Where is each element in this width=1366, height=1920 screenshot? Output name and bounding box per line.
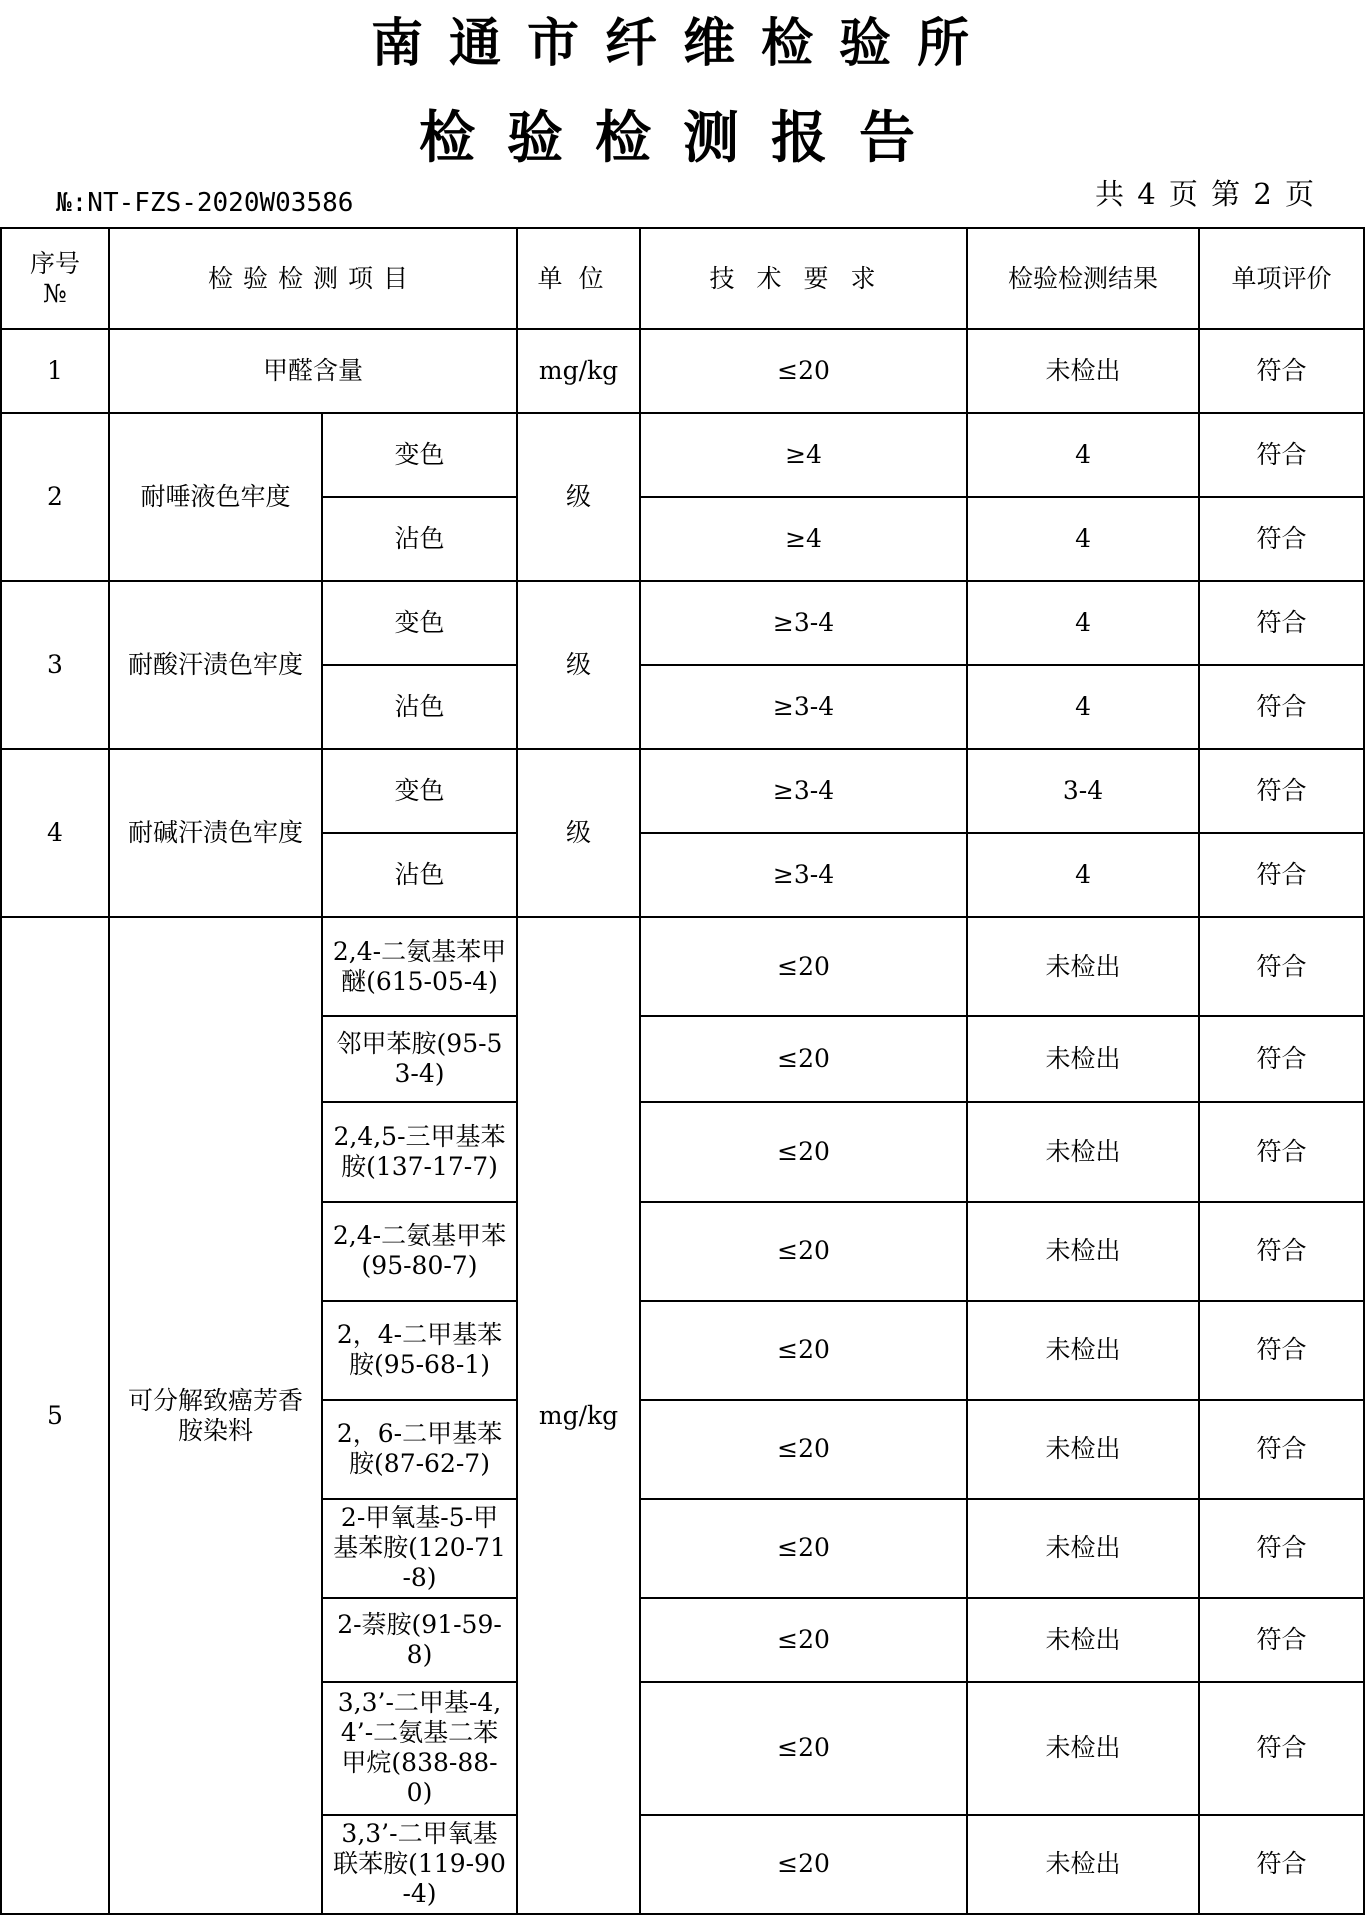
sub-evaluation: 符合 bbox=[1199, 1301, 1364, 1400]
sub-requirement: ≥3-4 bbox=[640, 833, 967, 917]
sub-requirement: ≤20 bbox=[640, 1400, 967, 1499]
sub-result: 未检出 bbox=[967, 1301, 1199, 1400]
row-unit: mg/kg bbox=[517, 329, 640, 413]
sub-evaluation: 符合 bbox=[1199, 917, 1364, 1016]
row-item: 耐酸汗渍色牢度 bbox=[109, 581, 322, 749]
sub-result: 未检出 bbox=[967, 917, 1199, 1016]
row-unit: 级 bbox=[517, 413, 640, 581]
sub-result: 未检出 bbox=[967, 1682, 1199, 1815]
sub-item-name: 2,4-二氨基甲苯(95-80-7) bbox=[322, 1202, 517, 1301]
table-row bbox=[1, 917, 1364, 1016]
sub-evaluation: 符合 bbox=[1199, 581, 1364, 665]
sub-requirement: ≤20 bbox=[640, 1499, 967, 1598]
row-result: 未检出 bbox=[967, 329, 1199, 413]
sub-requirement: ≤20 bbox=[640, 1682, 967, 1815]
sub-item-name: 2，4-二甲基苯胺(95-68-1) bbox=[322, 1301, 517, 1400]
report-title: 检验检测报告 bbox=[419, 106, 947, 171]
sub-evaluation: 符合 bbox=[1199, 665, 1364, 749]
page-indicator: 共 4 页 第 2 页 bbox=[1095, 177, 1316, 211]
row-requirement: ≤20 bbox=[640, 329, 967, 413]
report-number: №:NT-FZS-2020W03586 bbox=[56, 188, 354, 218]
sub-evaluation: 符合 bbox=[1199, 1815, 1364, 1914]
sub-result: 未检出 bbox=[967, 1016, 1199, 1102]
sub-result: 4 bbox=[967, 413, 1199, 497]
row-seq: 5 bbox=[1, 917, 109, 1914]
sub-item-name: 2-萘胺(91-59-8) bbox=[322, 1598, 517, 1682]
row-item: 可分解致癌芳香胺染料 bbox=[109, 917, 322, 1914]
sub-result: 4 bbox=[967, 665, 1199, 749]
sub-evaluation: 符合 bbox=[1199, 1682, 1364, 1815]
table-header-row bbox=[1, 228, 1364, 329]
sub-item-name: 2,4-二氨基苯甲醚(615-05-4) bbox=[322, 917, 517, 1016]
sub-evaluation: 符合 bbox=[1199, 497, 1364, 581]
sub-evaluation: 符合 bbox=[1199, 1598, 1364, 1682]
sub-item-name: 沾色 bbox=[322, 497, 517, 581]
test-results-table bbox=[0, 227, 1365, 1915]
sub-requirement: ≤20 bbox=[640, 1815, 967, 1914]
sub-item-name: 3,3’-二甲氧基联苯胺(119-90-4) bbox=[322, 1815, 517, 1914]
sub-evaluation: 符合 bbox=[1199, 1499, 1364, 1598]
sub-requirement: ≥4 bbox=[640, 497, 967, 581]
sub-requirement: ≤20 bbox=[640, 1202, 967, 1301]
row-seq: 3 bbox=[1, 581, 109, 749]
sub-result: 未检出 bbox=[967, 1202, 1199, 1301]
row-item: 耐唾液色牢度 bbox=[109, 413, 322, 581]
sub-evaluation: 符合 bbox=[1199, 749, 1364, 833]
sub-evaluation: 符合 bbox=[1199, 833, 1364, 917]
sub-evaluation: 符合 bbox=[1199, 1102, 1364, 1201]
sub-evaluation: 符合 bbox=[1199, 1016, 1364, 1102]
sub-requirement: ≥3-4 bbox=[640, 665, 967, 749]
header-result: 检验检测结果 bbox=[967, 228, 1199, 329]
row-seq: 1 bbox=[1, 329, 109, 413]
sub-result: 未检出 bbox=[967, 1400, 1199, 1499]
sub-evaluation: 符合 bbox=[1199, 1400, 1364, 1499]
sub-requirement: ≤20 bbox=[640, 1016, 967, 1102]
sub-evaluation: 符合 bbox=[1199, 413, 1364, 497]
row-unit: 级 bbox=[517, 749, 640, 917]
sub-item-name: 邻甲苯胺(95-53-4) bbox=[322, 1016, 517, 1102]
sub-result: 未检出 bbox=[967, 1102, 1199, 1201]
header-unit: 单位 bbox=[517, 228, 640, 329]
sub-item-name: 沾色 bbox=[322, 665, 517, 749]
table-row bbox=[1, 329, 1364, 413]
sub-requirement: ≥4 bbox=[640, 413, 967, 497]
sub-requirement: ≤20 bbox=[640, 917, 967, 1016]
sub-result: 3-4 bbox=[967, 749, 1199, 833]
sub-item-name: 3,3’-二甲基-4,4’-二氨基二苯甲烷(838-88-0) bbox=[322, 1682, 517, 1815]
header-evaluation: 单项评价 bbox=[1199, 228, 1364, 329]
row-seq: 4 bbox=[1, 749, 109, 917]
row-unit: 级 bbox=[517, 581, 640, 749]
sub-result: 4 bbox=[967, 581, 1199, 665]
table-row bbox=[1, 749, 1364, 833]
row-evaluation: 符合 bbox=[1199, 329, 1364, 413]
sub-item-name: 2-甲氧基-5-甲基苯胺(120-71-8) bbox=[322, 1499, 517, 1598]
header-seq bbox=[1, 228, 109, 329]
header-items: 检验检测项目 bbox=[109, 228, 517, 329]
sub-result: 未检出 bbox=[967, 1598, 1199, 1682]
sub-requirement: ≥3-4 bbox=[640, 749, 967, 833]
institute-title: 南通市纤维检验所 bbox=[370, 14, 995, 74]
sub-requirement: ≥3-4 bbox=[640, 581, 967, 665]
sub-item-name: 变色 bbox=[322, 413, 517, 497]
sub-requirement: ≤20 bbox=[640, 1598, 967, 1682]
sub-requirement: ≤20 bbox=[640, 1102, 967, 1201]
sub-item-name: 变色 bbox=[322, 581, 517, 665]
sub-item-name: 变色 bbox=[322, 749, 517, 833]
row-unit: mg/kg bbox=[517, 917, 640, 1914]
sub-result: 未检出 bbox=[967, 1815, 1199, 1914]
header-seq-label: 序号 bbox=[29, 248, 80, 278]
sub-result: 4 bbox=[967, 497, 1199, 581]
row-item: 甲醛含量 bbox=[109, 329, 517, 413]
sub-requirement: ≤20 bbox=[640, 1301, 967, 1400]
sub-result: 未检出 bbox=[967, 1499, 1199, 1598]
row-seq: 2 bbox=[1, 413, 109, 581]
sub-item-name: 2，6-二甲基苯胺(87-62-7) bbox=[322, 1400, 517, 1499]
table-row bbox=[1, 581, 1364, 665]
sub-evaluation: 符合 bbox=[1199, 1202, 1364, 1301]
header-seq-no: № bbox=[43, 278, 67, 308]
table-row bbox=[1, 413, 1364, 497]
sub-item-name: 2,4,5-三甲基苯胺(137-17-7) bbox=[322, 1102, 517, 1201]
row-item: 耐碱汗渍色牢度 bbox=[109, 749, 322, 917]
sub-item-name: 沾色 bbox=[322, 833, 517, 917]
header-requirement: 技术要求 bbox=[640, 228, 967, 329]
sub-result: 4 bbox=[967, 833, 1199, 917]
